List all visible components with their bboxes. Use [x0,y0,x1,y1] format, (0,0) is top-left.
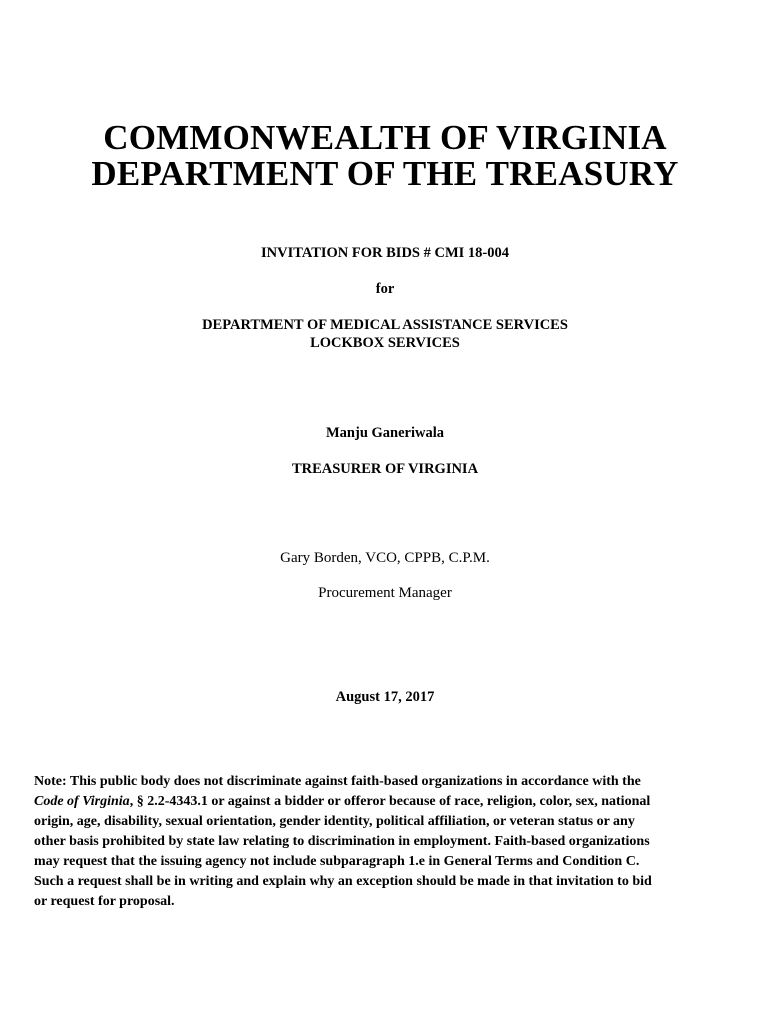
note-line-2 [34,792,724,812]
title-line-1: COMMONWEALTH OF VIRGINIA [103,118,667,157]
procurement-manager-name: Gary Borden, VCO, CPPB, C.P.M. [280,550,490,566]
note-line-1: Note: This public body does not discriminate against faith-based organizations in accordance with the [34,774,641,789]
note-line-2-text: , § 2.2-4343.1 or against a bidder or offeror because of race, religion, color, sex, national [129,794,651,809]
ifb-number: INVITATION FOR BIDS # CMI 18-004 [261,245,509,261]
title-line-2: DEPARTMENT OF THE TREASURY [91,154,679,193]
treasurer-title: TREASURER OF VIRGINIA [291,461,479,477]
note-line-4: other basis prohibited by state law relating to discrimination in employment. Faith-based organizations [34,834,650,849]
document-date: August 17, 2017 [335,689,435,705]
non-discrimination-note [34,772,724,912]
agency-line-1: DEPARTMENT OF MEDICAL ASSISTANCE SERVICES [202,317,568,333]
treasurer-name: Manju Ganeriwala [325,425,444,441]
note-line-5: may request that the issuing agency not include subparagraph 1.e in General Terms and Condition C. [34,854,640,869]
agency-line-2: LOCKBOX SERVICES [310,335,460,351]
procurement-manager-title: Procurement Manager [318,585,452,601]
for-label: for [375,281,395,297]
note-line-3: origin, age, disability, sexual orientation, gender identity, political affiliation, or veteran status or any [34,814,635,829]
note-line-6: Such a request shall be in writing and explain why an exception should be made in that invitation to bid [34,874,652,889]
code-citation: Code of Virginia [34,794,130,809]
note-line-7: or request for proposal. [34,894,175,909]
